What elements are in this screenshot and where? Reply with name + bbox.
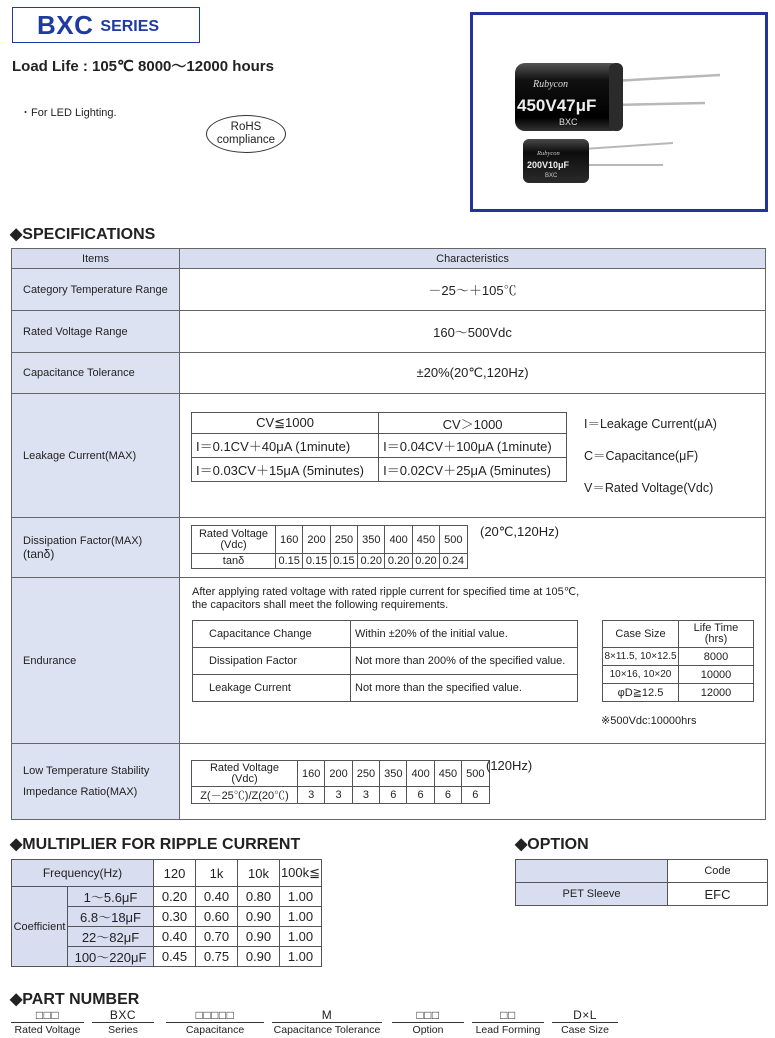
df-val-2: 0.15 [330, 554, 357, 569]
lt-v-3: 350 [380, 761, 407, 787]
part-number-heading: ◆PART NUMBER [10, 991, 140, 1008]
life-row-1-hrs: 10000 [679, 666, 754, 684]
mult-row-3-v1: 0.75 [196, 947, 238, 967]
endurance-text-2: the capacitors shall meet the following requirements. [192, 599, 449, 611]
lt-val-4: 6 [407, 787, 434, 804]
df-v-2: 250 [330, 526, 357, 554]
endurance-cell [180, 578, 766, 744]
voltage-label: Rated Voltage Range [12, 311, 180, 353]
life-row-1-size: 10×16, 10×20 [603, 666, 679, 684]
df-v-3: 350 [358, 526, 385, 554]
temp-value: －25～＋105℃ [180, 269, 766, 311]
option-table [515, 859, 768, 906]
mult-row-0-v2: 0.80 [238, 887, 280, 907]
multiplier-heading: ◆MULTIPLIER FOR RIPPLE CURRENT [10, 836, 301, 853]
large-cap-series: BXC [559, 117, 578, 127]
multiplier-table [11, 859, 322, 967]
df-val-3: 0.20 [358, 554, 385, 569]
pn-lead-forming [472, 1008, 544, 1036]
mult-row-0-v1: 0.40 [196, 887, 238, 907]
end-row-0-val: Within ±20% of the initial value. [351, 621, 578, 648]
pn-capacitance-code: □□□□□ [195, 1008, 235, 1022]
mult-row-1-v1: 0.60 [196, 907, 238, 927]
freq-2: 10k [238, 860, 280, 887]
small-cap-series: BXC [545, 173, 558, 179]
mult-row-3-v2: 0.90 [238, 947, 280, 967]
tolerance-label: Capacitance Tolerance [12, 353, 180, 394]
coef-label: Coefficient [12, 887, 68, 967]
df-val-5: 0.20 [412, 554, 439, 569]
mult-row-2-v2: 0.90 [238, 927, 280, 947]
lowtemp-table [191, 760, 490, 804]
lt-val-5: 6 [434, 787, 461, 804]
df-val-1: 0.15 [303, 554, 330, 569]
lt-val-1: 3 [325, 787, 352, 804]
pn-series-label: Series [92, 1022, 154, 1036]
life-col2: Life Time (hrs) [679, 621, 754, 648]
end-row-0-item: Capacitance Change [193, 621, 351, 648]
lt-val-0: 3 [298, 787, 325, 804]
df-v-1: 200 [303, 526, 330, 554]
lt-v-4: 400 [407, 761, 434, 787]
lt-v-5: 450 [434, 761, 461, 787]
rohs-badge [206, 115, 286, 153]
pn-capacitance [166, 1008, 264, 1036]
load-life: Load Life : 105℃ 8000～12000 hours [12, 58, 274, 75]
mult-row-3-range: 100～220μF [68, 947, 154, 967]
pn-option [392, 1008, 464, 1036]
mult-row-3-v3: 1.00 [280, 947, 322, 967]
lt-v-6: 500 [462, 761, 489, 787]
mult-row-2-range: 22～82μF [68, 927, 154, 947]
mult-row-2-v0: 0.40 [154, 927, 196, 947]
pn-capacitance-label: Capacitance [166, 1022, 264, 1036]
capacitor-image [473, 15, 765, 209]
mult-row-0-range: 1～5.6μF [68, 887, 154, 907]
legend-v: V＝Rated Voltage(Vdc) [584, 481, 714, 495]
life-row-0-hrs: 8000 [679, 648, 754, 666]
lt-v-0: 160 [298, 761, 325, 787]
legend-i: I＝Leakage Current(μA) [584, 417, 717, 431]
pn-option-code: □□□ [416, 1008, 440, 1022]
lt-v-2: 250 [352, 761, 379, 787]
df-v-5: 450 [412, 526, 439, 554]
mult-row-3-v0: 0.45 [154, 947, 196, 967]
pn-lead-forming-label: Lead Forming [472, 1022, 544, 1036]
small-cap-rating: 200V10μF [527, 160, 570, 170]
life-row-2-hrs: 12000 [679, 684, 754, 702]
pn-case-size-label: Case Size [552, 1022, 618, 1036]
mult-row-2-v3: 1.00 [280, 927, 322, 947]
endurance-text-1: After applying rated voltage with rated ripple current for specified time at 105℃, [192, 586, 580, 598]
pn-option-label: Option [392, 1022, 464, 1036]
lt-v-1: 200 [325, 761, 352, 787]
life-col1: Case Size [603, 621, 679, 648]
temp-label: Category Temperature Range [12, 269, 180, 311]
legend-c: C＝Capacitance(μF) [584, 449, 699, 463]
mult-row-1-range: 6.8～18μF [68, 907, 154, 927]
leakage-r2c2: I＝0.02CV＋25μA (5minutes) [379, 458, 567, 482]
voltage-value: 160～500Vdc [180, 311, 766, 353]
df-v-0: 160 [276, 526, 303, 554]
df-val-0: 0.15 [276, 554, 303, 569]
pn-tolerance-label: Capacitance Tolerance [273, 1024, 381, 1036]
pn-rated-voltage-code: □□□ [35, 1008, 60, 1022]
leakage-label: Leakage Current(MAX) [12, 394, 180, 518]
rohs-text: RoHS [230, 121, 262, 133]
leakage-col1: CV≦1000 [192, 413, 379, 434]
endurance-text [192, 586, 579, 612]
end-row-1-val: Not more than 200% of the specified value. [351, 648, 578, 675]
end-row-2-val: Not more than the specified value. [351, 675, 578, 702]
endurance-table [192, 620, 578, 702]
pn-rated-voltage [11, 1008, 84, 1036]
lt-rv-label: Rated Voltage (Vdc) [192, 761, 298, 787]
df-cell [180, 518, 766, 578]
df-label-2: (tanδ) [23, 546, 55, 561]
specifications-heading: ◆SPECIFICATIONS [10, 226, 156, 243]
pn-lead-forming-code: □□ [500, 1008, 516, 1022]
df-val-4: 0.20 [385, 554, 412, 569]
lowtemp-label-1: Low Temperature Stability [23, 764, 150, 777]
leakage-legend [584, 408, 717, 504]
mult-row-0-v0: 0.20 [154, 887, 196, 907]
df-v-6: 500 [440, 526, 467, 554]
lt-val-3: 6 [380, 787, 407, 804]
freq-0: 120 [154, 860, 196, 887]
lowtemp-label-2: Impedance Ratio(MAX) [23, 785, 138, 798]
freq-1: 1k [196, 860, 238, 887]
lt-val-2: 3 [352, 787, 379, 804]
lt-val-6: 6 [462, 787, 489, 804]
pn-series-code: BXC [109, 1008, 137, 1022]
rohs-compliance-text: compliance [216, 134, 276, 146]
lt-z-label: Z(－25℃)/Z(20℃) [192, 787, 298, 804]
lt-condition: (120Hz) [486, 758, 533, 773]
leakage-cell [180, 394, 766, 518]
df-v-4: 400 [385, 526, 412, 554]
df-label-1: Dissipation Factor(MAX) [23, 534, 143, 547]
option-item: PET Sleeve [516, 883, 668, 906]
freq-label: Frequency(Hz) [12, 860, 154, 887]
pn-tolerance [272, 1008, 382, 1036]
mult-row-1-v2: 0.90 [238, 907, 280, 927]
large-cap-rating: 450V47μF [517, 96, 597, 115]
end-row-1-item: Dissipation Factor [193, 648, 351, 675]
freq-3: 100k≦ [280, 860, 322, 887]
option-heading: ◆OPTION [515, 836, 589, 853]
df-table [191, 525, 468, 569]
col-items: Items [12, 249, 180, 269]
life-note: ※500Vdc:10000hrs [601, 715, 697, 727]
df-label [12, 518, 180, 578]
pn-series [92, 1008, 154, 1036]
option-blank [516, 860, 668, 883]
product-photo [470, 12, 768, 212]
tolerance-value: ±20%(20℃,120Hz) [180, 353, 766, 394]
leakage-col2: CV＞1000 [379, 413, 567, 434]
endurance-label: Endurance [12, 578, 180, 744]
small-cap-brand: Rubycon [537, 150, 560, 157]
series-title-box [12, 7, 200, 43]
option-code: EFC [668, 883, 768, 906]
large-cap-brand: Rubycon [533, 79, 568, 90]
feature-led: ・For LED Lighting. [20, 107, 117, 119]
pn-case-size [552, 1008, 618, 1036]
pn-rated-voltage-label: Rated Voltage [11, 1022, 84, 1036]
leakage-table [191, 412, 567, 482]
life-row-2-size: φD≧12.5 [603, 684, 679, 702]
series-label: SERIES [100, 18, 160, 35]
lowtemp-cell [180, 744, 766, 820]
specifications-table [11, 248, 766, 820]
mult-row-1-v0: 0.30 [154, 907, 196, 927]
life-table [602, 620, 754, 702]
df-condition: (20℃,120Hz) [480, 524, 559, 539]
series-name: BXC [37, 9, 94, 40]
df-rv-label: Rated Voltage (Vdc) [192, 526, 276, 554]
col-characteristics: Characteristics [180, 249, 766, 269]
leakage-r1c2: I＝0.04CV＋100μA (1minute) [379, 434, 567, 458]
lowtemp-label [12, 744, 180, 820]
option-code-label: Code [668, 860, 768, 883]
mult-row-1-v3: 1.00 [280, 907, 322, 927]
mult-row-0-v3: 1.00 [280, 887, 322, 907]
mult-row-2-v1: 0.70 [196, 927, 238, 947]
life-row-0-size: 8×11.5, 10×12.5 [603, 648, 679, 666]
pn-tolerance-code: M [321, 1008, 333, 1022]
df-val-6: 0.24 [440, 554, 467, 569]
pn-case-size-code: D×L [573, 1008, 597, 1022]
end-row-2-item: Leakage Current [193, 675, 351, 702]
leakage-r2c1: I＝0.03CV＋15μA (5minutes) [192, 458, 379, 482]
leakage-r1c1: I＝0.1CV＋40μA (1minute) [192, 434, 379, 458]
df-tan-label: tanδ [192, 554, 276, 569]
